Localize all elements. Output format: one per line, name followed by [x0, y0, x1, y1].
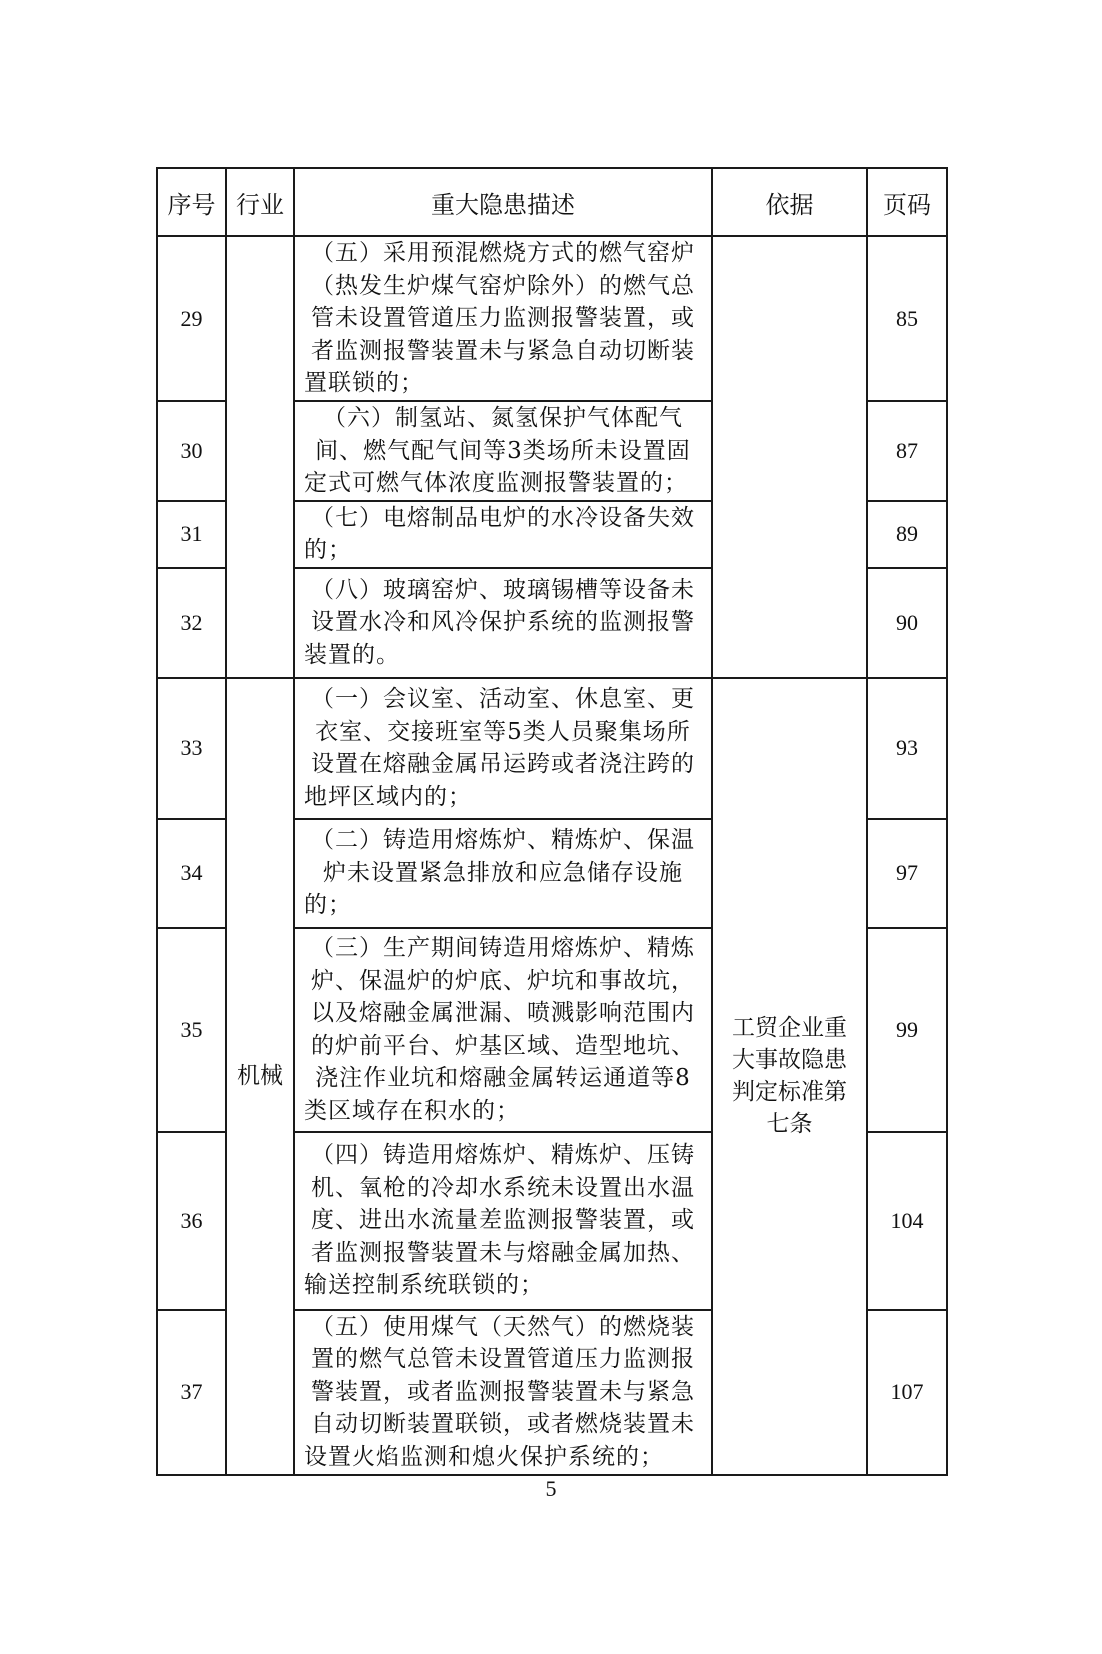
row-page: 99 — [867, 928, 947, 1132]
table-row — [157, 678, 947, 819]
basis-cell — [712, 678, 867, 1475]
row-page: 107 — [867, 1310, 947, 1475]
header-page: 页码 — [867, 168, 947, 236]
row-page: 104 — [867, 1132, 947, 1310]
industry-cell: 机械 — [226, 678, 294, 1475]
row-desc: （二）铸造用熔炼炉、精炼炉、保温炉未设置紧急排放和应急储存设施的； — [294, 819, 712, 928]
table-row — [157, 236, 947, 401]
row-desc: （七）电熔制品电炉的水冷设备失效的； — [294, 501, 712, 568]
row-desc: （一）会议室、活动室、休息室、更衣室、交接班室等5类人员聚集场所设置在熔融金属吊运跨或者浇注跨的地坪区域内的； — [294, 678, 712, 819]
row-num: 34 — [157, 819, 226, 928]
row-num: 33 — [157, 678, 226, 819]
header-industry: 行业 — [226, 168, 294, 236]
row-desc: （五）采用预混燃烧方式的燃气窑炉（热发生炉煤气窑炉除外）的燃气总管未设置管道压力监测报警装置，或者监测报警装置未与紧急自动切断装置联锁的； — [294, 236, 712, 401]
row-desc: （五）使用煤气（天然气）的燃烧装置的燃气总管未设置管道压力监测报警装置，或者监测报警装置未与紧急自动切断装置联锁，或者燃烧装置未设置火焰监测和熄火保护系统的； — [294, 1310, 712, 1475]
row-num: 35 — [157, 928, 226, 1132]
header-desc: 重大隐患描述 — [294, 168, 712, 236]
row-desc: （三）生产期间铸造用熔炼炉、精炼炉、保温炉的炉底、炉坑和事故坑，以及熔融金属泄漏、喷溅影响范围内的炉前平台、炉基区域、造型地坑、浇注作业坑和熔融金属转运通道等8类区域存在积水的； — [294, 928, 712, 1132]
hazard-table — [156, 167, 948, 1476]
row-page: 93 — [867, 678, 947, 819]
row-page: 89 — [867, 501, 947, 568]
row-num: 32 — [157, 568, 226, 678]
row-page: 90 — [867, 568, 947, 678]
row-desc: （八）玻璃窑炉、玻璃锡槽等设备未设置水冷和风冷保护系统的监测报警装置的。 — [294, 568, 712, 678]
row-num: 30 — [157, 401, 226, 501]
row-num: 37 — [157, 1310, 226, 1475]
row-page: 85 — [867, 236, 947, 401]
row-page: 97 — [867, 819, 947, 928]
industry-cell-previous — [226, 236, 294, 678]
header-basis: 依据 — [712, 168, 867, 236]
basis-cell-previous — [712, 236, 867, 678]
row-num: 36 — [157, 1132, 226, 1310]
row-page: 87 — [867, 401, 947, 501]
page-number: 5 — [545, 1476, 557, 1501]
header-num: 序号 — [157, 168, 226, 236]
basis-text: 工贸企业重大事故隐患判定标准第七条 — [732, 1015, 847, 1137]
row-desc: （六）制氢站、氮氢保护气体配气间、燃气配气间等3类场所未设置固定式可燃气体浓度监测报警装置的； — [294, 401, 712, 501]
row-desc: （四）铸造用熔炼炉、精炼炉、压铸机、氧枪的冷却水系统未设置出水温度、进出水流量差监测报警装置，或者监测报警装置未与熔融金属加热、输送控制系统联锁的； — [294, 1132, 712, 1310]
row-num: 31 — [157, 501, 226, 568]
table-header-row — [157, 168, 947, 236]
row-num: 29 — [157, 236, 226, 401]
